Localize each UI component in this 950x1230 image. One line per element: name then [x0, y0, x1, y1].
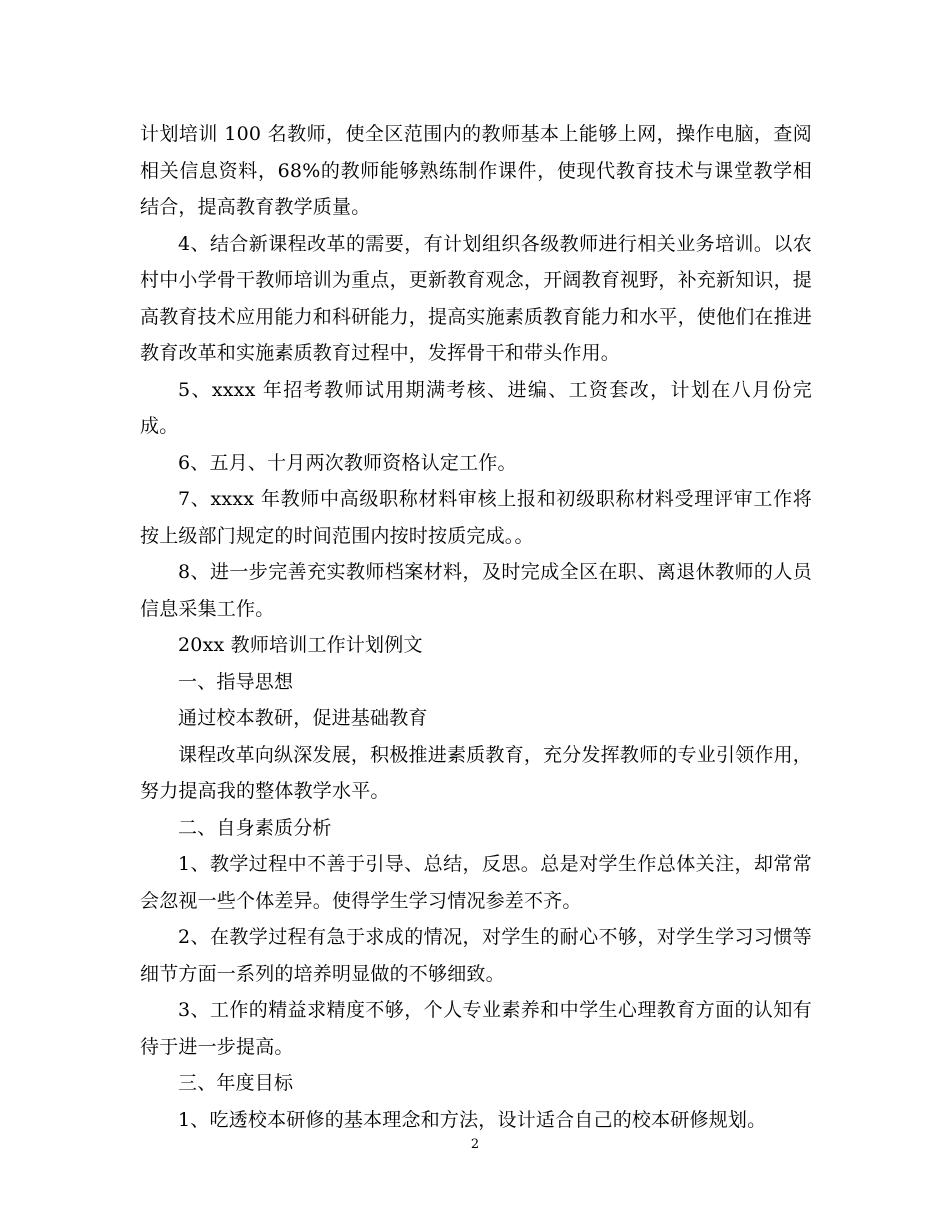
section-heading: 一、指导思想: [178, 670, 294, 693]
paragraph: 通过校本教研，促进基础教育: [178, 707, 428, 729]
paragraph: 4、结合新课程改革的需要，有计划组织各级教师进行相关业务培训。以农村中小学骨干教师培训为重点，更新教育观念，开阔教育视野，补充新知识，提高教育技术应用能力和科研能力，提高实施素质教育能力和水平，使他们在推进教育改革和实施素质教育过程中，发挥骨干和带头作用。: [140, 232, 813, 364]
paragraph: 1、吃透校本研修的基本理念和方法，设计适合自己的校本研修规划。: [178, 1108, 767, 1131]
paragraph: 3、工作的精益求精度不够，个人专业素养和中学生心理教育方面的认知有待于进一步提高。: [140, 999, 812, 1058]
paragraph: 6、五月、十月两次教师资格认定工作。: [178, 451, 517, 474]
paragraph: 7、xxxx 年教师中高级职称材料审核上报和初级职称材料受理评审工作将按上级部门规定的时间范围内按时按质完成。。: [140, 488, 812, 547]
paragraph: 计划培训 100 名教师，使全区范围内的教师基本上能够上网，操作电脑，查阅相关信息资料，68%的教师能够熟练制作课件，使现代教育技术与课堂教学相结合，提高教育教学质量。: [140, 123, 812, 218]
paragraph: 1、教学过程中不善于引导、总结，反思。总是对学生作总体关注，却常常会忽视一些个体差异。使得学生学习情况参差不齐。: [140, 853, 812, 912]
paragraph: 5、xxxx 年招考教师试用期满考核、进编、工资套改，计划在八月份完成。: [140, 378, 812, 437]
paragraph: 8、进一步完善充实教师档案材料，及时完成全区在职、离退休教师的人员信息采集工作。: [140, 561, 812, 620]
page-number: 2: [470, 1137, 480, 1152]
paragraph: 2、在教学过程有急于求成的情况，对学生的耐心不够，对学生学习习惯等细节方面一系列的培养明显做的不够细致。: [140, 926, 812, 985]
paragraph: 课程改革向纵深发展，积极推进素质教育，充分发挥教师的专业引领作用，努力提高我的整体教学水平。: [140, 743, 812, 802]
section-title: 20xx 教师培训工作计划例文: [178, 634, 423, 656]
section-heading: 三、年度目标: [178, 1072, 294, 1094]
section-heading: 二、自身素质分析: [178, 816, 332, 839]
document-body: [140, 116, 812, 1138]
